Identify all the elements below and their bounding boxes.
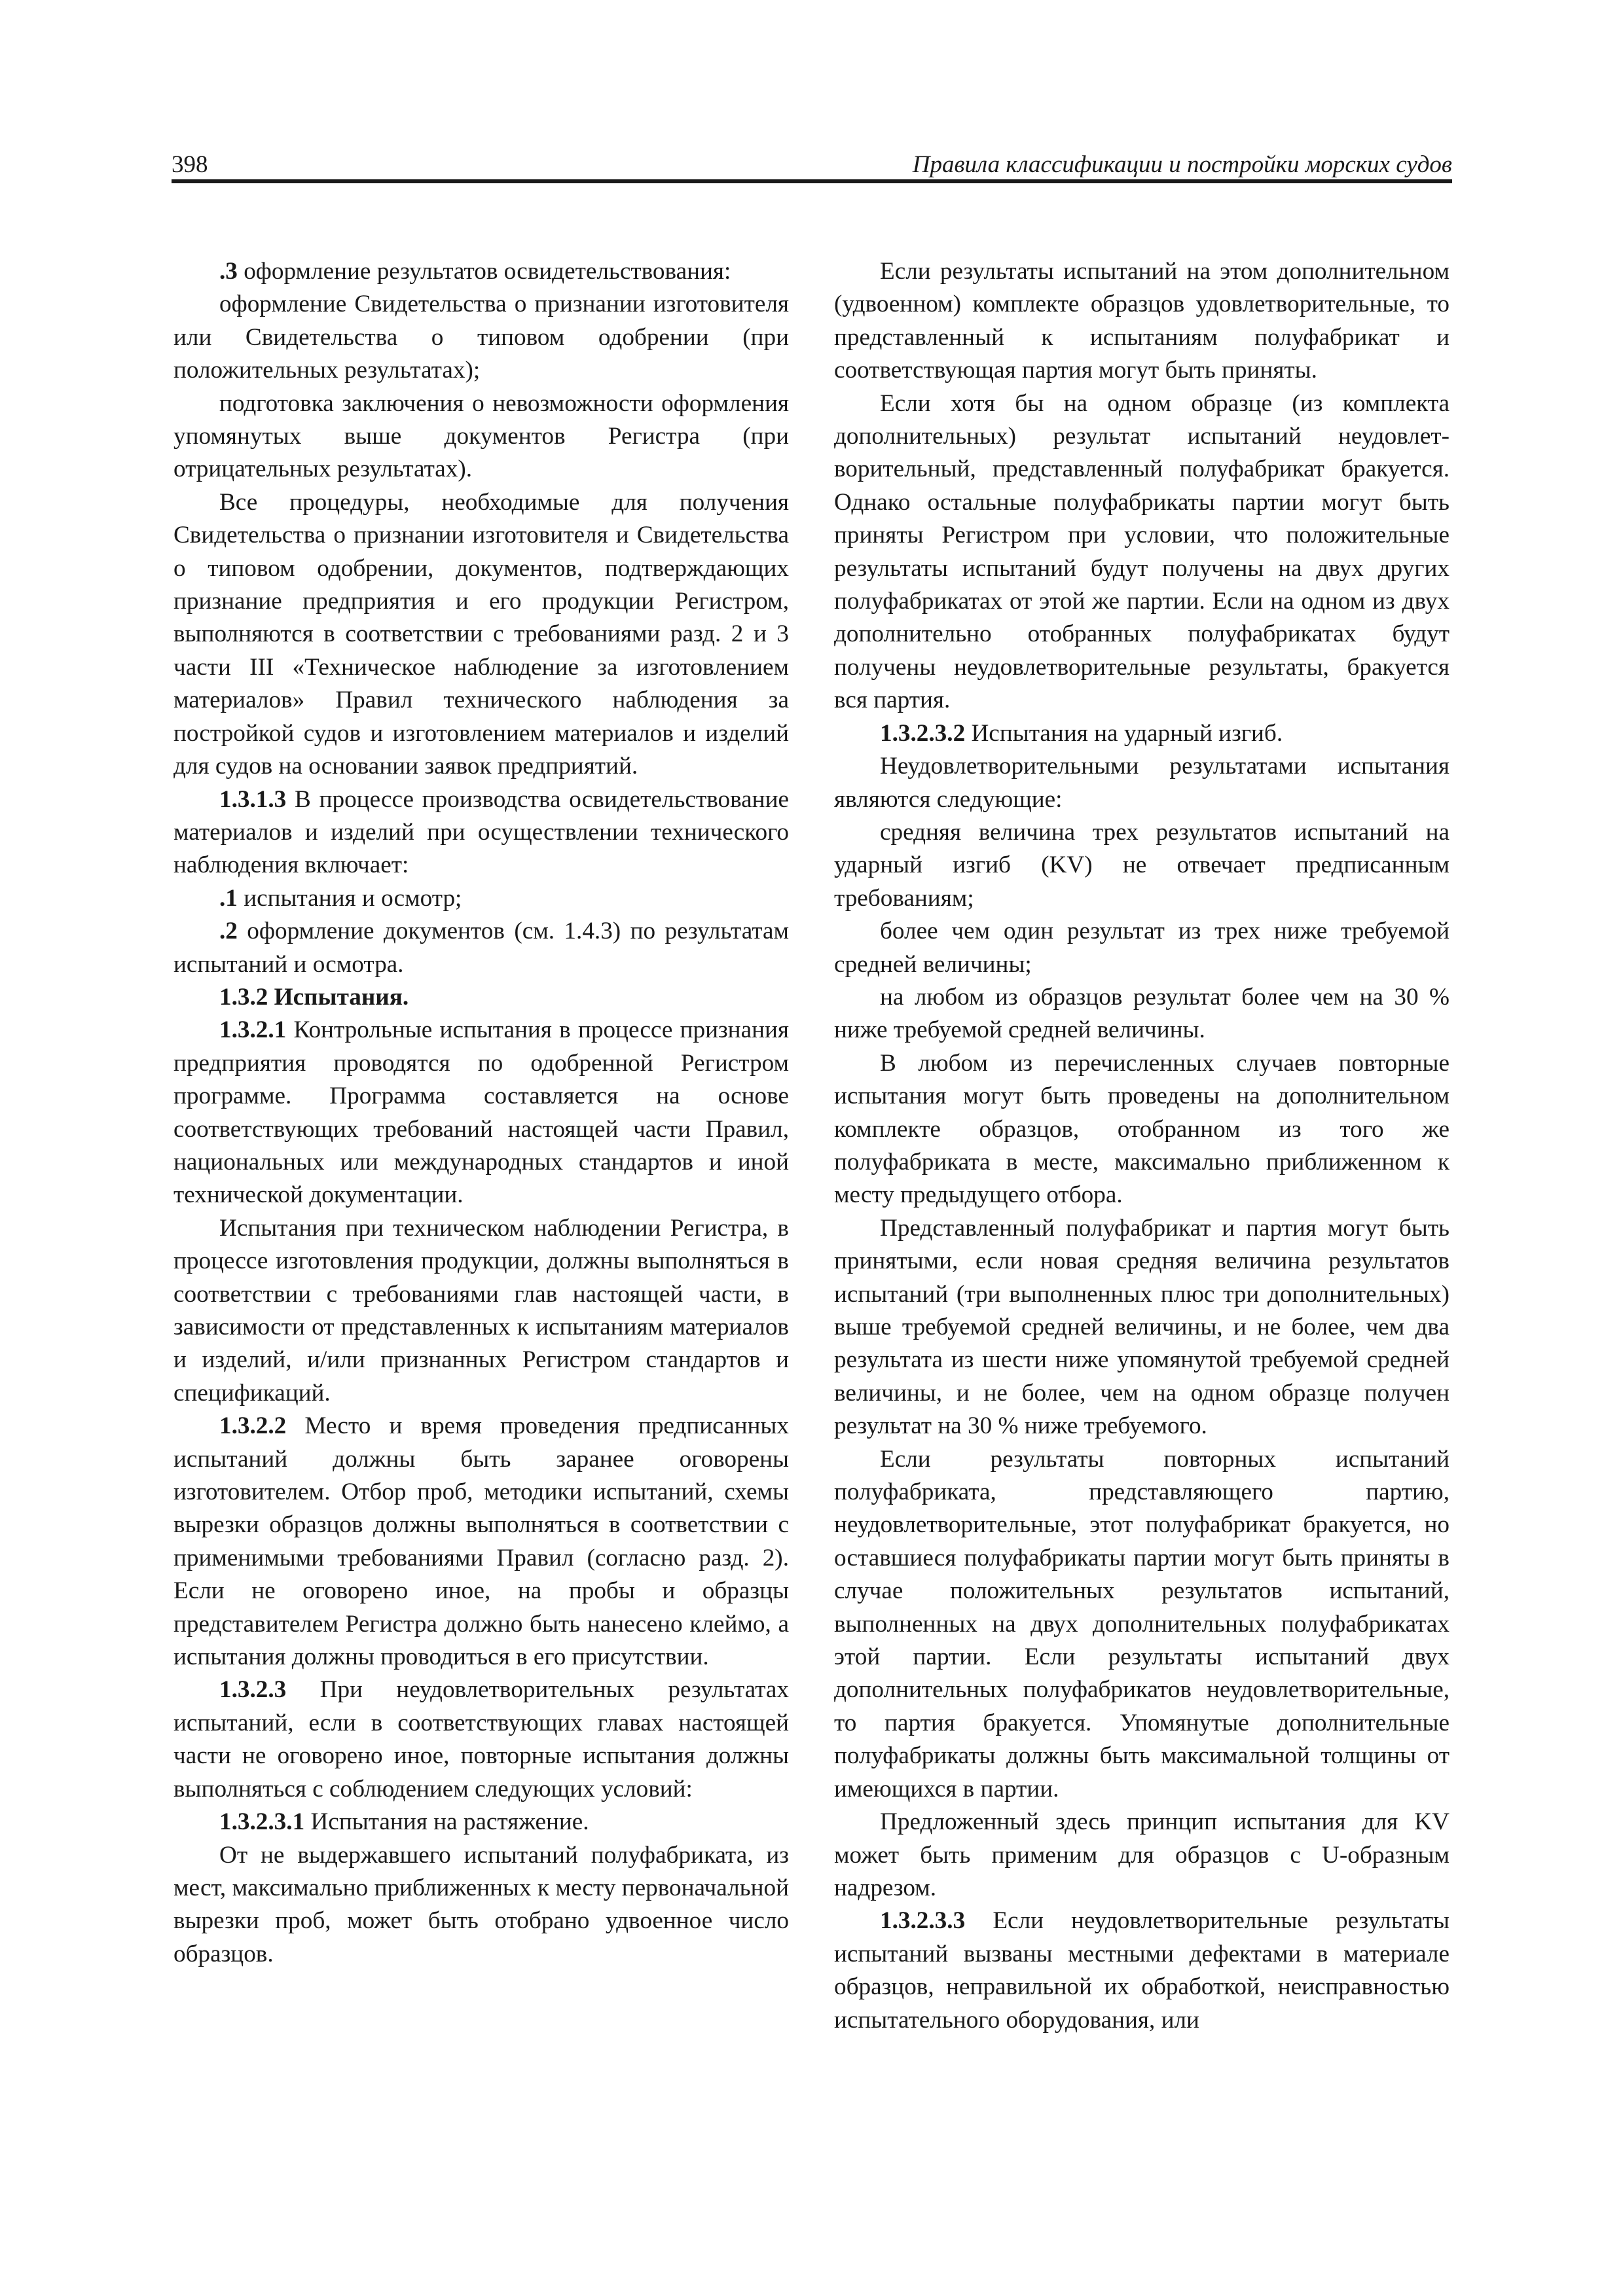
paragraph: 1.3.2.3 При неудовлетворительных результатах испытаний, если в соответствующих главах настоящей части не оговорено иное, повторные испытания должны выполняться с соблюдением следующих условий:: [173, 1676, 789, 1803]
paragraph: В любом из перечисленных случаев повторные испытания могут быть проведены на дополнительном комплекте образцов, отобранном из того же полуфабриката в месте, максимально приближенном к месту предыдущего отбора.: [834, 1049, 1450, 1209]
clause-number: .2: [219, 918, 238, 945]
paragraph: Если результаты повторных испытаний полуфабриката, представляющего партию, неудовлетворительные, этот полуфабрикат бракуется, но оставшиеся полуфабрикаты партии могут быть приняты в случае положительных результатов испытаний, выполненных на двух дополнительных полуфабрикатах этой партии. Если результаты испытаний двух дополнительных полуфабрикатов неудовлетворительные, то партия бракуется. Упомянутые дополнительные полуфабрикаты должны быть максимальной толщины от имеющихся в партии.: [834, 1445, 1450, 1803]
clause-number: 1.3.2.3: [219, 1676, 287, 1704]
paragraph: 1.3.2.3.3 Если неудовлетворительные результаты испытаний вызваны местными дефектами в материале образцов, неправильной их обработкой, неисправностью испытательного оборудования, или: [834, 1907, 1450, 2034]
clause-number: 1.3.2.3.3: [880, 1907, 966, 1935]
running-title: Правила классификации и постройки морских судов: [912, 151, 1452, 178]
paragraph: 1.3.2.3.2 Испытания на ударный изгиб.: [880, 719, 1283, 747]
paragraph: Если хотя бы на одном образце (из комплекта дополнительных) результат испытаний неудовлетворительный, представленный полуфабрикат бракуется. Однако остальные полуфабрикаты партии могут быть приняты Регистром при условии, что положительные результаты испытаний будут получены на двух других полуфабрикатах от этой же партии. Если на одном из двух дополнительно отобранных полуфабрикатах будут получены неудовлетворительные результаты, бракуется вся партия.: [834, 389, 1450, 714]
paragraph: подготовка заключения о невозможности оформления упомянутых выше документов Регистра (при отрицательных результатах).: [173, 389, 789, 483]
paragraph: 1.3.1.3 В процессе производства освидетельствование материалов и изделий при осуществлении технического наблюдения включает:: [173, 785, 789, 879]
paragraph: Неудовлетворительными результатами испытания являются следующие:: [834, 753, 1450, 813]
paragraph: средняя величина трех результатов испытаний на ударный изгиб (KV) не отвечает предписанным требованиям;: [834, 818, 1450, 912]
section-heading: [173, 981, 789, 1014]
left-column: [173, 255, 789, 1971]
paragraph: .1 испытания и осмотр;: [219, 884, 462, 912]
page-number: 398: [172, 151, 208, 178]
paragraph: 1.3.2.2 Место и время проведения предписанных испытаний должны быть заранее оговорены изготовителем. Отбор проб, методики испытаний, схемы вырезки образцов должны выполняться в соответствии с применимыми требованиями Правил (согласно разд. 2). Если не оговорено иное, на пробы и образцы представителем Регистра должно быть нанесено клеймо, а испытания должны проводиться в его присутствии.: [173, 1412, 789, 1671]
paragraph: Предложенный здесь принцип испытания для KV может быть применим для образцов с U-образным надрезом.: [834, 1808, 1450, 1901]
clause-number: .1: [219, 884, 238, 912]
paragraph: 1.3.2.1 Контрольные испытания в процессе признания предприятия проводятся по одобренной Регистром программе. Программа составляется на основе соответствующих требований настоящей части Правил, национальных или международных стандартов и иной технической документации.: [173, 1016, 789, 1209]
section-title: 1.3.2 Испытания.: [219, 983, 409, 1011]
right-column: [834, 255, 1450, 2037]
clause-number: 1.3.2.3.2: [880, 719, 966, 747]
paragraph: От не выдержавшего испытаний полуфабриката, из мест, максимально приближенных к месту первоначальной вырезки проб, может быть отобрано удвоенное число образцов.: [173, 1841, 789, 1967]
paragraph: Испытания при техническом наблюдении Регистра, в процессе изготовления продукции, должны выполняться в соответствии с требованиями глав настоящей части, в зависимости от представленных к испытаниям материалов и изделий, и/или признанных Регистром стандартов и спецификаций.: [173, 1214, 789, 1407]
paragraph: Представленный полуфабрикат и партия могут быть принятыми, если новая средняя величина результатов испытаний (три выполненных плюс три дополнительных) выше требуемой средней величины, и не более, чем два результата из шести ниже упомянутой требуемой средней величины, и не более, чем на одном образце получен результат на 30 % ниже требуемого.: [834, 1214, 1450, 1440]
paragraph: .2 оформление документов (см. 1.4.3) по результатам испытаний и осмотра.: [173, 918, 789, 978]
paragraph: Если результаты испытаний на этом дополнительном (удвоенном) комплекте образцов удовлетворительные, то представленный к испытаниям полуфабрикат и соответствующая партия могут быть приняты.: [834, 258, 1450, 384]
paragraph: Все процедуры, необходимые для получения Свидетельства о признании изготовителя и Свидетельства о типовом одобрении, документов, подтверждающих признание предприятия и его продукции Регистром, выполняются в соответствии с требованиями разд. 2 и 3 части III «Техническое наблюдение за изготовлением материалов» Правил технического наблюдения за постройкой судов и изготовлением материалов и изделий для судов на основании заявок предприятий.: [173, 488, 789, 780]
clause-number: 1.3.2.3.1: [219, 1808, 305, 1836]
paragraph: 1.3.2.3.1 Испытания на растяжение.: [219, 1808, 589, 1836]
paragraph: более чем один результат из трех ниже требуемой средней величины;: [834, 918, 1450, 978]
clause-number: .3: [219, 258, 238, 285]
paragraph: оформление Свидетельства о признании изготовителя или Свидетельства о типовом одобрении (при положительных результатах);: [173, 291, 789, 384]
clause-number: 1.3.2.1: [219, 1016, 287, 1044]
page-header: [172, 145, 1452, 183]
paragraph: на любом из образцов результат более чем на 30 % ниже требуемой средней величины.: [834, 983, 1450, 1044]
clause-number: 1.3.1.3: [219, 785, 287, 813]
paragraph: .3 оформление результатов освидетельствования:: [219, 258, 731, 285]
clause-number: 1.3.2.2: [219, 1412, 287, 1440]
